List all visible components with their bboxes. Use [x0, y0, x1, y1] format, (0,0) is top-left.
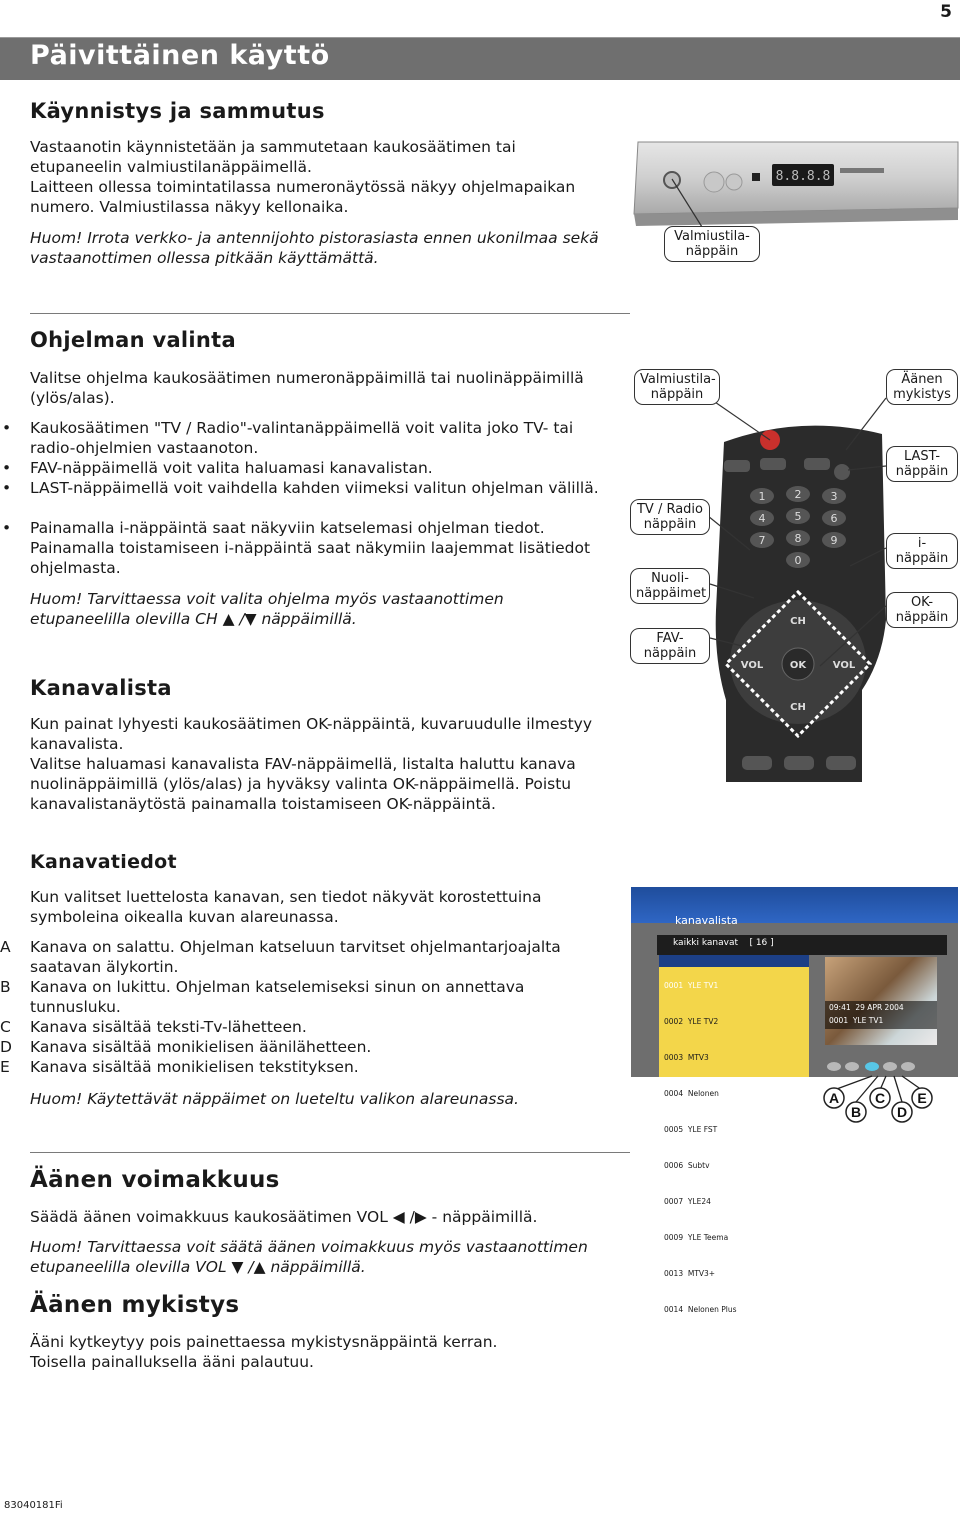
key-2: 2: [794, 488, 802, 501]
section-title-channel-info: Kanavatiedot: [30, 851, 177, 873]
screen-channel: 0005 YLE FST: [664, 1125, 718, 1134]
screen-channel: 0006 Subtv: [664, 1161, 710, 1170]
key-4: 4: [758, 512, 766, 525]
mute-paragraph-1: Ääni kytkeytyy pois painettaessa mykistysnäppäintä kerran.: [30, 1333, 498, 1351]
item-letter: E: [0, 1058, 10, 1076]
screen-subheader: kaikki kanavat [ 16 ]: [673, 938, 774, 948]
item-letter: C: [0, 1018, 11, 1036]
item-letter: D: [0, 1038, 12, 1056]
section-title-program-select: Ohjelman valinta: [30, 328, 236, 352]
key-6: 6: [830, 512, 838, 525]
channel-info-note: Huom! Käytettävät näppäimet on lueteltu valikon alareunassa.: [30, 1090, 519, 1108]
program-select-note: Huom! Tarvittaessa voit valita ohjelma myös vastaanottimen etupaneelilla olevilla CH ▲ /▼ näppäimillä.: [30, 590, 504, 628]
power-note: Huom! Irrota verkko- ja antennijohto pistorasiasta ennen ukonilmaa sekä vastaanottimen ollessa pitkään käyttämättä.: [30, 229, 599, 267]
page-title: Päivittäinen käyttö: [30, 40, 330, 71]
section-title-volume: Äänen voimakkuus: [30, 1167, 280, 1193]
screen-time: 09:41 29 APR 2004: [829, 1003, 904, 1012]
bullet-continuation: Painamalla toistamiseen i-näppäintä saat näkymiin laajemmat lisätiedot ohjelmasta.: [30, 539, 591, 577]
screen-header: kanavalista: [675, 914, 738, 927]
section-title-mute: Äänen mykistys: [30, 1292, 240, 1318]
key-ch-up: CH: [790, 616, 806, 627]
key-5: 5: [794, 510, 802, 523]
screen-channel: 0001 YLE TV1: [664, 981, 719, 990]
marker-e: E: [917, 1090, 927, 1106]
item-text: Kanava sisältää monikielisen tekstityksen.: [30, 1058, 359, 1076]
screen-current-channel: 0001 YLE TV1: [829, 1016, 884, 1025]
power-paragraph-1: Vastaanotin käynnistetään ja sammutetaan kaukosäätimen tai etupaneelin valmiustilanäppäimellä.: [30, 138, 516, 176]
volume-note: Huom! Tarvittaessa voit säätä äänen voimakkuus myös vastaanottimen etupaneelilla olevilla VOL ▼ /▲ näppäimillä.: [30, 1238, 588, 1276]
screen-channel: 0003 MTV3: [664, 1053, 709, 1062]
power-paragraph-2: Laitteen ollessa toimintatilassa numeronäytössä näkyy ohjelmapaikan numero. Valmiustilassa näkyy kellonaika.: [30, 178, 576, 216]
program-select-bullets: • Kaukosäätimen "TV / Radio"-valintanäppäimellä voit valita joko TV- tai radio-ohjelmien vastaanoton. • FAV-näppäimellä voit valita haluamasi kanavalistan. • LAST-näppäimellä voit vaihdella kahden viimeksi valitun ohjelman välillä. • Painamalla i-näppäintä saat näkyviin katselemasi ohjelman tiedot. Painamalla toistamiseen i-näppäintä saat näkymiin laajemmat lisätiedot ohjelmasta.: [0, 418, 620, 578]
program-select-intro: Valitse ohjelma kaukosäätimen numeronäppäimillä tai nuolinäppäimillä (ylös/alas).: [30, 369, 584, 407]
callout-info: i- näppäin: [886, 533, 958, 569]
page-number: 5: [940, 2, 952, 22]
marker-d: D: [896, 1104, 908, 1120]
bullet-text: FAV-näppäimellä voit valita haluamasi kanavalistan.: [30, 459, 433, 477]
item-letter: A: [0, 938, 11, 956]
bullet-text: Painamalla i-näppäintä saat näkyviin katselemasi ohjelman tiedot.: [30, 519, 545, 537]
channel-list-screen-image: [631, 887, 958, 1314]
marker-a: A: [828, 1090, 840, 1106]
marker-b: B: [850, 1104, 862, 1120]
key-vol-left: VOL: [740, 660, 764, 671]
item-text: Kanava on salattu. Ohjelman katseluun tarvitset ohjelmantarjoajalta saatavan älykortin.: [30, 938, 561, 976]
item-text: Kanava on lukittu. Ohjelman katselemiseksi sinun on annettava tunnusluku.: [30, 978, 525, 1016]
bullet-text: Kaukosäätimen "TV / Radio"-valintanäppäimellä voit valita joko TV- tai radio-ohjelmien vastaanoton.: [30, 419, 574, 457]
receiver-display: 8.8.8.8: [775, 169, 831, 184]
key-vol-right: VOL: [832, 660, 856, 671]
divider: [30, 313, 630, 314]
callout-last: LAST- näppäin: [886, 446, 958, 482]
channel-info-intro: Kun valitset luettelosta kanavan, sen tiedot näkyvät korostettuina symboleina oikealla kuvan alareunassa.: [30, 888, 542, 926]
screen-channel-list: [664, 956, 737, 1340]
key-3: 3: [830, 490, 838, 503]
key-9: 9: [830, 534, 838, 547]
screen-channel: 0014 Nelonen Plus: [664, 1305, 737, 1314]
key-ok: OK: [789, 660, 807, 671]
marker-c: C: [874, 1090, 886, 1106]
key-8: 8: [794, 532, 802, 545]
bullet-text: LAST-näppäimellä voit vaihdella kahden viimeksi valitun ohjelman välillä.: [30, 479, 599, 497]
screen-channel: 0002 YLE TV2: [664, 1017, 719, 1026]
symbol-markers: [810, 1070, 940, 1126]
callout-mute: Äänen mykistys: [886, 369, 958, 405]
mute-paragraph-2: Toisella painalluksella ääni palautuu.: [30, 1353, 314, 1371]
callout-remote-standby: Valmiustila- näppäin: [634, 369, 720, 405]
callout-arrows: Nuoli- näppäimet: [630, 568, 710, 604]
section-title-power: Käynnistys ja sammutus: [30, 99, 325, 123]
section-title-channel-list: Kanavalista: [30, 676, 172, 700]
callout-standby-front: Valmiustila- näppäin: [664, 226, 760, 262]
item-letter: B: [0, 978, 11, 996]
screen-channel: 0004 Nelonen: [664, 1089, 719, 1098]
channel-list-paragraph-1: Kun painat lyhyesti kaukosäätimen OK-näppäintä, kuvaruudulle ilmestyy kanavalista.: [30, 715, 592, 753]
callout-tv-radio: TV / Radio näppäin: [630, 499, 710, 535]
key-0: 0: [794, 554, 802, 567]
volume-text: Säädä äänen voimakkuus kaukosäätimen VOL ◀ /▶ - näppäimillä.: [30, 1208, 538, 1226]
divider: [30, 1152, 630, 1153]
callout-fav: FAV- näppäin: [630, 628, 710, 664]
document-code: 83040181Fi: [4, 1500, 63, 1511]
screen-channel: 0007 YLE24: [664, 1197, 711, 1206]
screen-channel: 0009 YLE Teema: [664, 1233, 729, 1242]
item-text: Kanava sisältää teksti-Tv-lähetteen.: [30, 1018, 307, 1036]
key-ch-down: CH: [790, 702, 806, 713]
channel-list-paragraph-2: Valitse haluamasi kanavalista FAV-näppäimellä, listalta haluttu kanava nuolinäppäimillä (ylös/alas) ja hyväksy valinta OK-näppäimellä. Poistu kanavalistanäytöstä painamalla toistamiseen OK-näppäintä.: [30, 755, 576, 813]
key-1: 1: [758, 490, 766, 503]
channel-info-list: [0, 937, 620, 1077]
callout-ok: OK- näppäin: [886, 592, 958, 628]
screen-channel: 0013 MTV3+: [664, 1269, 716, 1278]
item-text: Kanava sisältää monikielisen äänilähetteen.: [30, 1038, 372, 1056]
key-7: 7: [758, 534, 766, 547]
